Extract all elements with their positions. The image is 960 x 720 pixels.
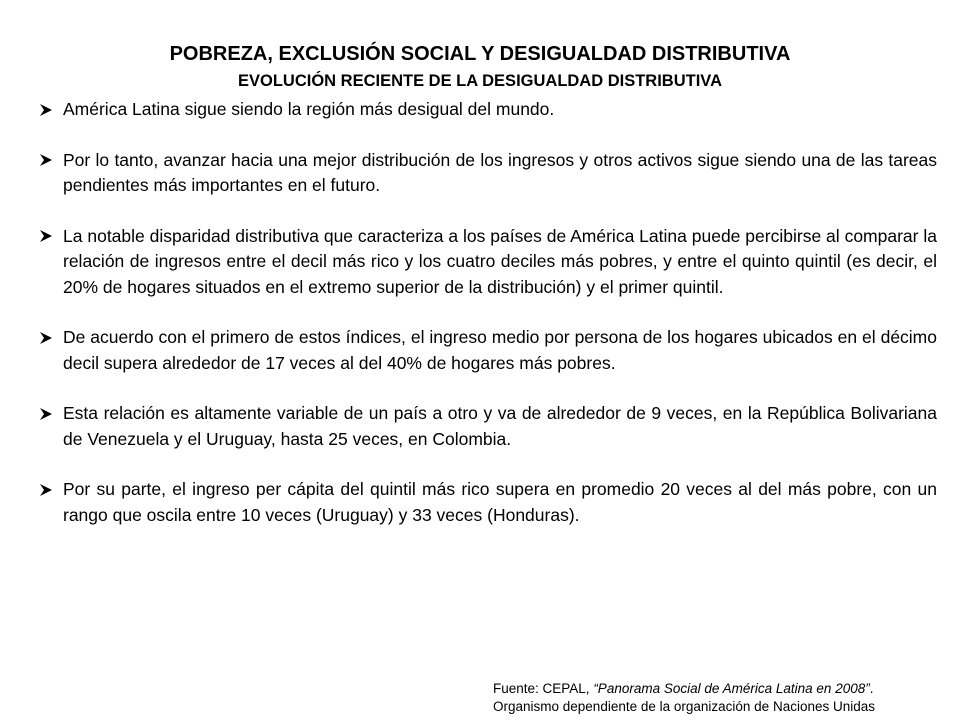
source-note xyxy=(493,680,953,716)
source-line-2: Organismo dependiente de la organización de Naciones Unidas xyxy=(493,699,875,714)
arrowhead-bullet-icon xyxy=(39,97,57,123)
page-title: POBREZA, EXCLUSIÓN SOCIAL Y DESIGUALDAD DISTRIBUTIVA xyxy=(169,43,791,65)
bullet-item xyxy=(37,224,937,301)
bullet-item xyxy=(37,148,937,199)
arrowhead-bullet-icon xyxy=(39,401,57,427)
arrowhead-bullet-icon xyxy=(39,477,57,503)
source-prefix: Fuente: CEPAL, xyxy=(493,681,594,696)
bullet-item xyxy=(37,97,937,123)
source-line-1 xyxy=(493,680,953,698)
bullet-text: Por su parte, el ingreso per cápita del quintil más rico supera en promedio 20 veces al del más pobre, con un rango que oscila entre 10 veces (Uruguay) y 33 veces (Honduras). xyxy=(63,479,937,525)
arrowhead-bullet-icon xyxy=(39,224,57,250)
bullet-item xyxy=(37,477,937,528)
page-subtitle: EVOLUCIÓN RECIENTE DE LA DESIGUALDAD DISTRIBUTIVA xyxy=(237,72,723,90)
bullet-text: Esta relación es altamente variable de un país a otro y va de alrededor de 9 veces, en la República Bolivariana de Venezuela y el Uruguay, hasta 25 veces, en Colombia. xyxy=(63,403,937,449)
source-work-title: “Panorama Social de América Latina en 2008” xyxy=(593,681,870,696)
arrowhead-bullet-icon xyxy=(39,148,57,174)
bullet-text: La notable disparidad distributiva que caracteriza a los países de América Latina puede percibirse al comparar la relación de ingresos entre el decil más rico y los cuatro deciles más pobres, y entre el quinto quintil (es decir, el 20% de hogares situados en el extremo superior de la distribución) y el primer quintil. xyxy=(63,225,937,297)
bullet-text: Por lo tanto, avanzar hacia una mejor distribución de los ingresos y otros activos sigue siendo una de las tareas pendientes más importantes en el futuro. xyxy=(63,149,937,195)
source-suffix: . xyxy=(869,681,874,696)
bullet-text: De acuerdo con el primero de estos índices, el ingreso medio por persona de los hogares ubicados en el décimo decil supera alrededor de 17 veces al del 40% de hogares más pobres. xyxy=(63,327,937,373)
bullet-list xyxy=(37,97,937,553)
bullet-text: América Latina sigue siendo la región más desigual del mundo. xyxy=(63,99,555,119)
bullet-item xyxy=(37,325,937,376)
arrowhead-bullet-icon xyxy=(39,325,57,351)
bullet-item xyxy=(37,401,937,452)
